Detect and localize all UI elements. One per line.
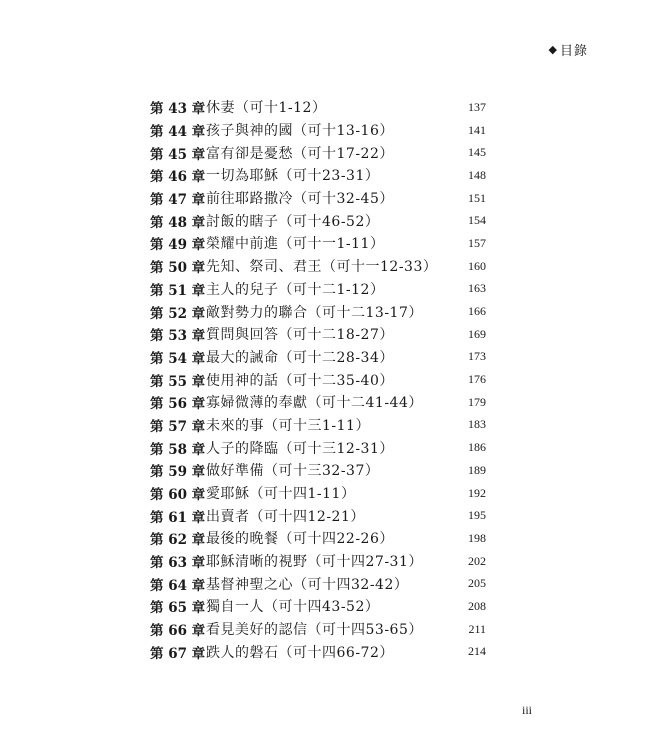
chapter-title: 質問與回答（可十二18-27） — [206, 327, 394, 344]
chapter-title: 主人的兒子（可十二1-12） — [206, 281, 385, 298]
chapter-page: 163 — [468, 281, 486, 296]
chapter-page: 192 — [468, 485, 486, 500]
toc-entry[interactable] — [150, 572, 486, 595]
chapter-number: 第 63 章 — [150, 555, 206, 572]
header-title: 目錄 — [559, 44, 588, 59]
chapter-title: 跌人的磐石（可十四66-72） — [206, 644, 394, 661]
chapter-number: 第 53 章 — [150, 328, 206, 345]
chapter-title: 獨自一人（可十四43-52） — [206, 599, 380, 616]
chapter-title: 看見美好的認信（可十四53-65） — [206, 622, 423, 639]
chapter-number: 第 45 章 — [150, 146, 206, 163]
toc-entry[interactable] — [150, 368, 486, 391]
chapter-number: 第 56 章 — [150, 396, 206, 413]
chapter-title: 愛耶穌（可十四1-11） — [206, 486, 356, 503]
toc-entry[interactable] — [150, 436, 486, 459]
chapter-page: 173 — [468, 349, 486, 364]
chapter-number: 第 57 章 — [150, 418, 206, 435]
running-header — [549, 40, 588, 59]
chapter-page: 186 — [468, 440, 486, 455]
chapter-number: 第 52 章 — [150, 305, 206, 322]
chapter-page: 205 — [468, 576, 486, 591]
chapter-page: 208 — [468, 598, 486, 613]
chapter-page: 183 — [468, 417, 486, 432]
toc-entry[interactable] — [150, 346, 486, 369]
page-number: iii — [522, 703, 533, 717]
chapter-number: 第 47 章 — [150, 192, 206, 209]
toc-entry[interactable] — [150, 232, 486, 255]
toc-entry[interactable] — [150, 641, 486, 664]
chapter-title: 敵對勢力的聯合（可十二13-17） — [206, 304, 423, 321]
chapter-page: 154 — [468, 213, 486, 228]
toc-entry[interactable] — [150, 278, 486, 301]
toc-entry[interactable] — [150, 187, 486, 210]
chapter-title: 人子的降臨（可十三12-31） — [206, 440, 394, 457]
toc-entry[interactable] — [150, 527, 486, 550]
chapter-title: 榮耀中前進（可十一1-11） — [206, 236, 385, 253]
chapter-page: 179 — [468, 394, 486, 409]
chapter-page: 211 — [468, 621, 486, 636]
chapter-title: 孩子與神的國（可十13-16） — [206, 123, 394, 140]
toc-entry[interactable] — [150, 300, 486, 323]
chapter-page: 160 — [468, 258, 486, 273]
toc-entry[interactable] — [150, 550, 486, 573]
chapter-number: 第 59 章 — [150, 464, 206, 481]
chapter-page: 189 — [468, 462, 486, 477]
toc-entry[interactable] — [150, 595, 486, 618]
chapter-number: 第 43 章 — [150, 101, 206, 118]
chapter-page: 137 — [468, 99, 486, 114]
diamond-icon: ◆ — [548, 43, 558, 56]
chapter-page: 214 — [468, 644, 486, 659]
chapter-title: 富有卻是憂愁（可十17-22） — [206, 145, 394, 162]
chapter-title: 討飯的瞎子（可十46-52） — [206, 213, 380, 230]
chapter-page: 157 — [468, 235, 486, 250]
toc-entry[interactable] — [150, 482, 486, 505]
chapter-page: 166 — [468, 304, 486, 319]
chapter-title: 一切為耶穌（可十23-31） — [206, 168, 380, 185]
chapter-number: 第 49 章 — [150, 237, 206, 254]
chapter-number: 第 62 章 — [150, 532, 206, 549]
toc-entry[interactable] — [150, 209, 486, 232]
chapter-title: 使用神的話（可十二35-40） — [206, 372, 394, 389]
toc-entry[interactable] — [150, 618, 486, 641]
chapter-page: 141 — [468, 122, 486, 137]
chapter-number: 第 46 章 — [150, 169, 206, 186]
chapter-number: 第 48 章 — [150, 214, 206, 231]
chapter-number: 第 64 章 — [150, 577, 206, 594]
chapter-page: 198 — [468, 530, 486, 545]
toc-entry[interactable] — [150, 119, 486, 142]
chapter-page: 148 — [468, 167, 486, 182]
chapter-number: 第 50 章 — [150, 260, 206, 277]
chapter-number: 第 58 章 — [150, 441, 206, 458]
chapter-number: 第 51 章 — [150, 282, 206, 299]
chapter-page: 151 — [468, 190, 486, 205]
chapter-number: 第 60 章 — [150, 487, 206, 504]
toc-entry[interactable] — [150, 391, 486, 414]
chapter-title: 耶穌清晰的視野（可十四27-31） — [206, 554, 423, 571]
toc-entry[interactable] — [150, 414, 486, 437]
toc-entry[interactable] — [150, 96, 486, 119]
toc-entry[interactable] — [150, 504, 486, 527]
chapter-title: 出賣者（可十四12-21） — [206, 508, 365, 525]
chapter-page: 195 — [468, 508, 486, 523]
chapter-title: 前往耶路撒冷（可十32-45） — [206, 191, 394, 208]
chapter-title: 最大的誡命（可十二28-34） — [206, 349, 394, 366]
chapter-page: 202 — [468, 553, 486, 568]
chapter-title: 做好準備（可十三32-37） — [206, 463, 380, 480]
chapter-title: 寡婦微薄的奉獻（可十二41-44） — [206, 395, 423, 412]
chapter-page: 145 — [468, 145, 486, 160]
chapter-title: 最後的晚餐（可十四22-26） — [206, 531, 394, 548]
chapter-number: 第 65 章 — [150, 600, 206, 617]
toc-entry[interactable] — [150, 141, 486, 164]
chapter-page: 176 — [468, 372, 486, 387]
toc-entry[interactable] — [150, 255, 486, 278]
chapter-number: 第 44 章 — [150, 124, 206, 141]
table-of-contents — [150, 96, 486, 663]
chapter-title: 未來的事（可十三1-11） — [206, 417, 370, 434]
chapter-title: 基督神聖之心（可十四32-42） — [206, 576, 409, 593]
toc-entry[interactable] — [150, 323, 486, 346]
chapter-number: 第 67 章 — [150, 645, 206, 662]
chapter-number: 第 61 章 — [150, 509, 206, 526]
toc-entry[interactable] — [150, 459, 486, 482]
chapter-title: 休妻（可十1-12） — [206, 100, 327, 117]
chapter-page: 169 — [468, 326, 486, 341]
toc-entry[interactable] — [150, 164, 486, 187]
chapter-title: 先知、祭司、君王（可十一12-33） — [206, 259, 438, 276]
chapter-number: 第 54 章 — [150, 350, 206, 367]
chapter-number: 第 55 章 — [150, 373, 206, 390]
chapter-number: 第 66 章 — [150, 623, 206, 640]
